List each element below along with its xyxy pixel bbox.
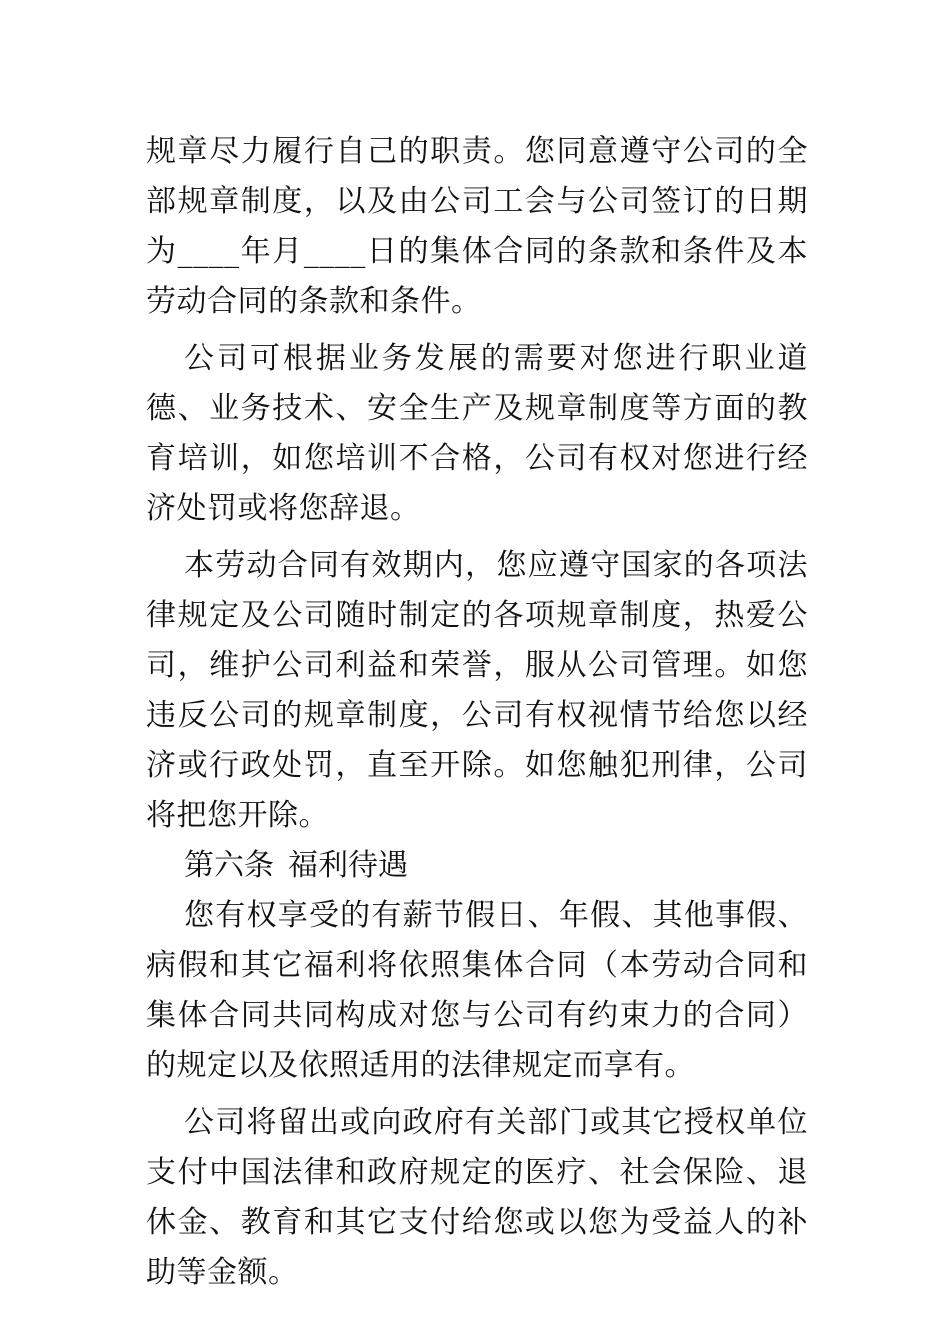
- section-title: 福利待遇: [288, 848, 408, 883]
- paragraph-compliance: 本劳动合同有效期内，您应遵守国家的各项法律规定及公司随时制定的各项规章制度，热爱公司，维护公司利益和荣誉，服从公司管理。如您违反公司的规章制度，公司有权视情节给您以经济或行政处罚，直至开除。如您触犯刑律，公司将把您开除。: [146, 548, 808, 833]
- paragraph-payments: 公司将留出或向政府有关部门或其它授权单位支付中国法律和政府规定的医疗、社会保险、退休金、教育和其它支付给您或以您为受益人的补助等金额。: [146, 1105, 808, 1290]
- section-heading: [146, 841, 808, 891]
- section-number: 第六条: [184, 848, 274, 883]
- document-page: [146, 127, 808, 1298]
- paragraph-training: 公司可根据业务发展的需要对您进行职业道德、业务技术、安全生产及规章制度等方面的教育培训，如您培训不合格，公司有权对您进行经济处罚或将您辞退。: [146, 341, 808, 526]
- paragraph-continuation: 规章尽力履行自己的职责。您同意遵守公司的全部规章制度，以及由公司工会与公司签订的日期为____年月____日的集体合同的条款和条件及本劳动合同的条款和条件。: [146, 134, 808, 319]
- paragraph-benefits: 您有权享受的有薪节假日、年假、其他事假、病假和其它福利将依照集体合同（本劳动合同和集体合同共同构成对您与公司有约束力的合同）的规定以及依照适用的法律规定而享有。: [146, 898, 808, 1083]
